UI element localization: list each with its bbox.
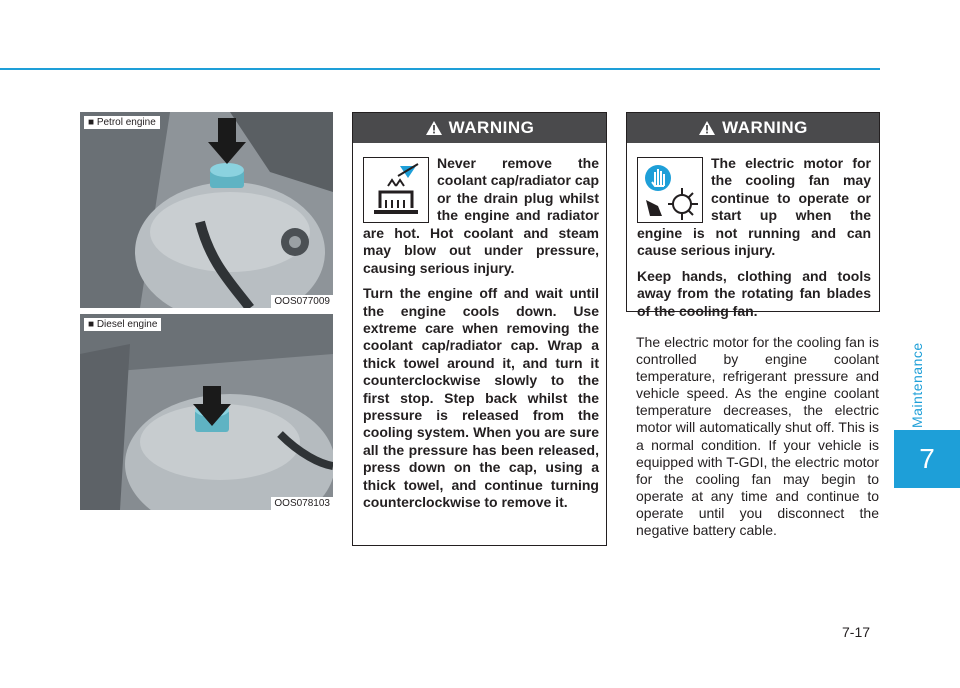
- warning-paragraph: Never remove the coolant cap/radiator cap or the drain plug whilst the engine and radiator: [437, 155, 599, 224]
- warning-title: WARNING: [448, 118, 535, 137]
- warning-text-continued: [637, 225, 871, 328]
- section-label: Maintenance: [909, 342, 925, 428]
- warning-title: WARNING: [722, 118, 808, 137]
- header-rule: [0, 68, 880, 70]
- page-number: 7-17: [842, 624, 871, 640]
- diesel-engine-figure: [80, 314, 333, 510]
- petrol-engine-figure: [80, 112, 333, 308]
- figure-code: OOS077009: [271, 295, 333, 308]
- warning-triangle-icon: [698, 120, 716, 136]
- body-text: The electric motor for the cooling fan is controlled by engine coolant temperature, refrigerant pressure and vehicle speed. As the engine coolant temperature decreases, the electric motor will automatically shut off. This is a normal condition. If your vehicle is equipped with T-GDI, the electric motor for the cooling fan may begin to operate at any time and continue to operate until you disconnect the negative battery cable.: [636, 334, 879, 539]
- figure-label: ■ Petrol engine: [84, 116, 160, 129]
- warning-paragraph: Turn the engine off and wait until the engine cools down. Use extreme care when removing the coolant cap/radiator cap. Wrap a thick towel around it, and turn it counterclockwise slowly to the first stop. Step back whilst the pressure is released from the cooling system. When you are sure all the pressure has been released, press down on the cap, using a thick towel, and continue turning counterclockwise to remove it.: [363, 285, 599, 511]
- chapter-number: 7: [894, 430, 960, 488]
- warning-paragraph: The electric motor for the cooling fan may continue to operate or start up when the: [711, 155, 871, 224]
- warning-paragraph-continued: engine is not running and can cause serious injury.: [637, 225, 871, 259]
- engine-bay-illustration: [80, 314, 333, 510]
- warning-paragraph: Keep hands, clothing and tools away from the rotating fan blades of the cooling fan.: [637, 267, 871, 319]
- hot-coolant-warning-icon: [363, 157, 429, 223]
- warning-header: [627, 113, 879, 143]
- figure-label: ■ Diesel engine: [84, 318, 161, 331]
- warning-text-lead: [711, 155, 871, 225]
- warning-header: [353, 113, 606, 143]
- warning-triangle-icon: [425, 120, 443, 136]
- warning-paragraph-continued: are hot. Hot coolant and steam may blow out under pressure, causing serious injury.: [363, 225, 599, 276]
- warning-text-lead: [437, 155, 599, 225]
- figure-code: OOS078103: [271, 497, 333, 510]
- rotating-fan-hand-warning-icon: [637, 157, 703, 223]
- cooling-fan-warning: [626, 112, 880, 319]
- coolant-cap-warning: [352, 112, 607, 546]
- engine-bay-illustration: [80, 112, 333, 308]
- warning-text-continued: [363, 225, 599, 520]
